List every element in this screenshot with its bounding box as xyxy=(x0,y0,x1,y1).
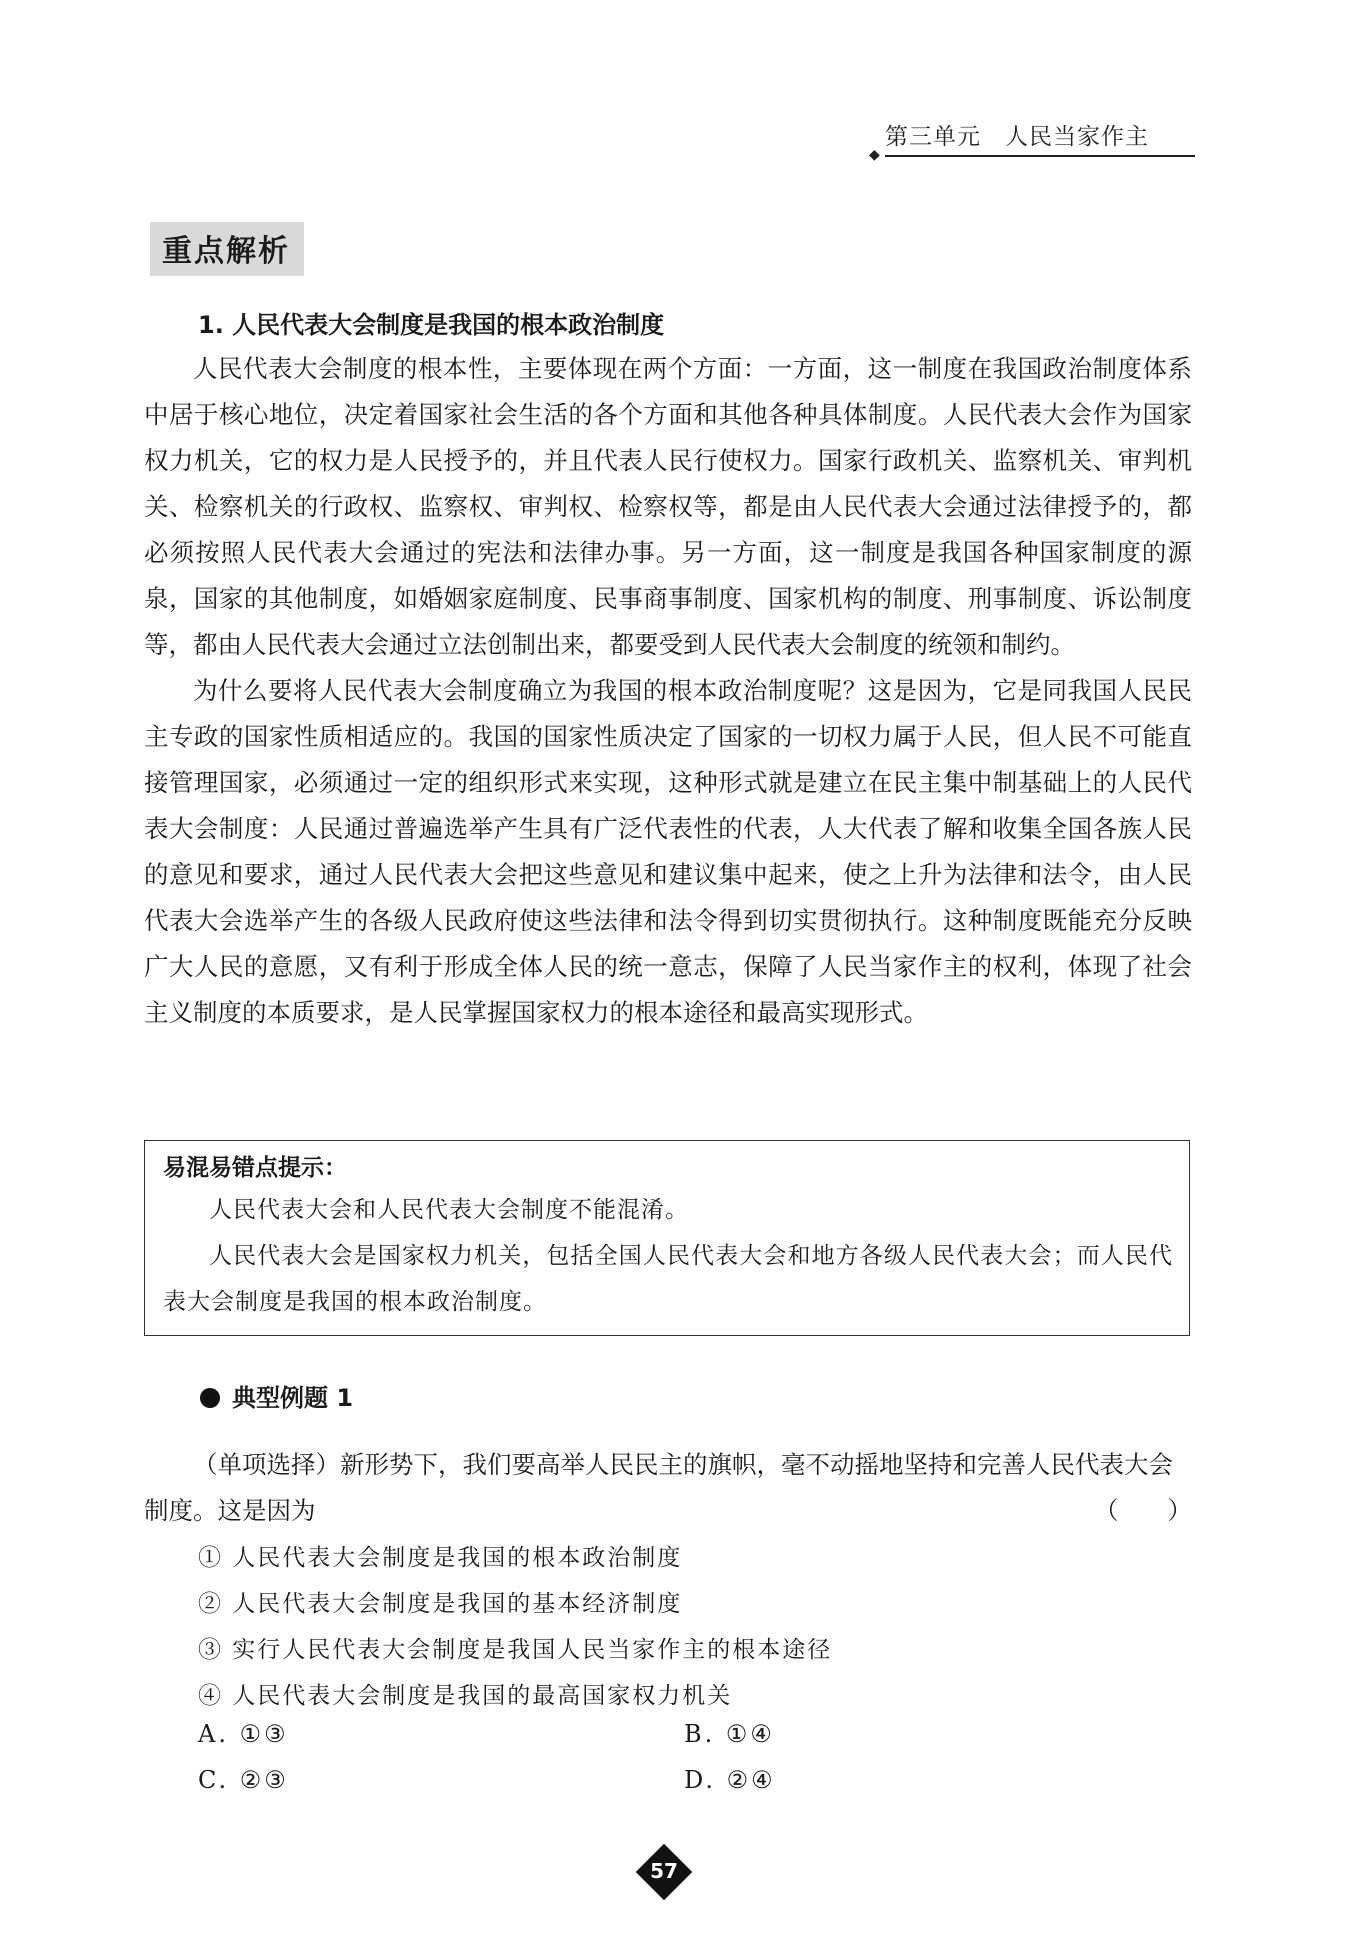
statement-item: ② 人民代表大会制度是我国的基本经济制度 xyxy=(198,1591,683,1617)
tip-title: 易混易错点提示： xyxy=(163,1155,347,1181)
tip-line-1: 人民代表大会和人民代表大会制度不能混淆。 xyxy=(209,1197,689,1223)
choice-b: B. ①④ xyxy=(684,1720,775,1748)
statement-list xyxy=(198,1535,832,1719)
tip-box xyxy=(144,1140,1190,1336)
page-number-badge xyxy=(644,1852,684,1892)
example-heading xyxy=(200,1378,353,1413)
diamond-bullet-icon: ◆ xyxy=(869,147,881,163)
running-header xyxy=(869,118,1195,163)
subheading: 1. 人民代表大会制度是我国的根本政治制度 xyxy=(198,311,665,339)
question-stem: （单项选择）新形势下，我们要高举人民民主的旗帜，毫不动摇地坚持和完善人民代表大会制度。这是因为 xyxy=(144,1450,1173,1525)
choice-c: C. ②③ xyxy=(198,1766,289,1794)
answer-blank: （ ） xyxy=(1094,1496,1192,1525)
section-title: 重点解析 xyxy=(150,222,304,276)
tip-line-2: 人民代表大会是国家权力机关，包括全国人民代表大会和地方各级人民代表大会；而人民代表大会制度是我国的根本政治制度。 xyxy=(163,1243,1173,1315)
paragraph-2: 为什么要将人民代表大会制度确立为我国的根本政治制度呢？这是因为，它是同我国人民民主专政的国家性质相适应的。我国的国家性质决定了国家的一切权力属于人民，但人民不可能直接管理国家，必须通过一定的组织形式来实现，这种形式就是建立在民主集中制基础上的人民代表大会制度：人民通过普遍选举产生具有广泛代表性的代表，人大代表了解和收集全国各族人民的意见和要求，通过人民代表大会把这些意见和建议集中起来，使之上升为法律和法令，由人民代表大会选举产生的各级人民政府使这些法律和法令得到切实贯彻执行。这种制度既能充分反映广大人民的意愿，又有利于形成全体人民的统一意志，保障了人民当家作主的权利，体现了社会主义制度的本质要求，是人民掌握国家权力的根本途径和最高实现形式。 xyxy=(144,676,1192,1027)
page-number: 57 xyxy=(650,1859,678,1883)
statement-item: ③ 实行人民代表大会制度是我国人民当家作主的根本途径 xyxy=(198,1637,833,1663)
statement-item: ④ 人民代表大会制度是我国的最高国家权力机关 xyxy=(198,1683,733,1709)
question-stem-block xyxy=(144,1442,1192,1534)
statement-item: ① 人民代表大会制度是我国的根本政治制度 xyxy=(198,1545,683,1571)
bullet-dot-icon xyxy=(200,1388,220,1408)
choice-d: D. ②④ xyxy=(684,1766,776,1794)
example-heading-text: 典型例题 1 xyxy=(232,1384,354,1412)
choice-a: A. ①③ xyxy=(198,1720,289,1748)
running-header-title: 第三单元 人民当家作主 xyxy=(885,124,1149,150)
paragraph-1: 人民代表大会制度的根本性，主要体现在两个方面：一方面，这一制度在我国政治制度体系中居于核心地位，决定着国家社会生活的各个方面和其他各种具体制度。人民代表大会作为国家权力机关，它的权力是人民授予的，并且代表人民行使权力。国家行政机关、监察机关、审判机关、检察机关的行政权、监察权、审判权、检察权等，都是由人民代表大会通过法律授予的，都必须按照人民代表大会通过的宪法和法律办事。另一方面，这一制度是我国各种国家制度的源泉，国家的其他制度，如婚姻家庭制度、民事商事制度、国家机构的制度、刑事制度、诉讼制度等，都由人民代表大会通过立法创制出来，都要受到人民代表大会制度的统领和制约。 xyxy=(144,354,1192,659)
analysis-body xyxy=(144,346,1192,1036)
